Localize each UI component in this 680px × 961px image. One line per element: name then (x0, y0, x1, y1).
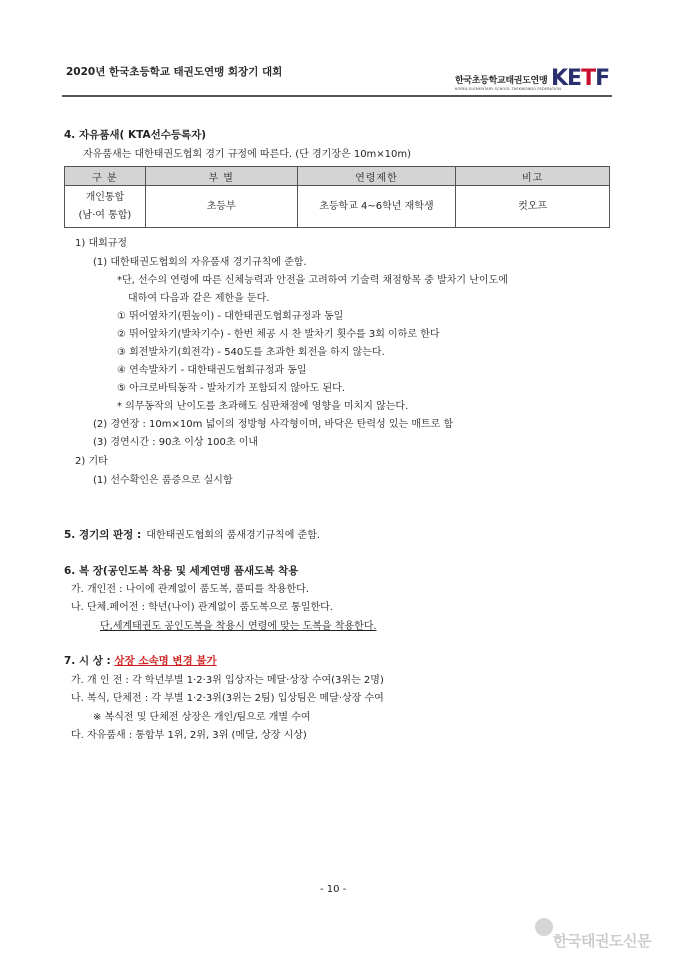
list-item: (1) 선수확인은 품증으로 실시함 (93, 475, 233, 486)
list-item: (2) 경연장 : 10m×10m 넓이의 정방형 사각형이며, 바닥은 탄력성 있는 매트로 함 (93, 419, 454, 430)
section-5-heading: 5. 경기의 판정 : (64, 529, 142, 541)
list-item: 1) 대회규정 (75, 238, 128, 249)
list-item: (3) 경연시간 : 90초 이상 100초 이내 (93, 437, 259, 448)
section-6-heading: 6. 복 장(공인도복 착용 및 세계연맹 품새도복 착용 (64, 565, 299, 577)
header-divider (62, 95, 612, 97)
list-item: ② 뛰어앞차기(발차기수) - 한번 체공 시 찬 발차기 횟수를 3회 이하로 한다 (117, 329, 440, 340)
watermark-icon (535, 918, 553, 936)
note-cell: 컷오프 (456, 186, 610, 228)
age-cell: 초등학교 4~6학년 재학생 (297, 186, 456, 228)
division-cell: 초등부 (145, 186, 297, 228)
list-item: 2) 기타 (75, 456, 108, 467)
list-item: 다. 자유품새 : 통합부 1위, 2위, 3위 (메달, 상장 시상) (71, 730, 307, 741)
list-item: ① 뛰어옆차기(뛴높이) - 대한태권도협회규정과 동일 (117, 311, 344, 322)
section-7-heading-wrap (64, 653, 217, 668)
table-header-row (65, 167, 610, 186)
table-header-cell: 연령제한 (297, 167, 456, 186)
list-item: 나. 단체.페어전 : 학년(나이) 관계없이 품도복으로 통일한다. (71, 602, 333, 613)
section-5 (64, 523, 320, 542)
ketf-logo: KETF (551, 66, 610, 91)
federation-logo-english: KOREA ELEMENTARY SCHOOL TAEKWONDO FEDERATION (455, 87, 561, 91)
federation-logo-korean: 한국초등학교태권도연맹 (455, 76, 548, 86)
section-4-intro: 자유품새는 대한태권도협회 경기 규정에 따른다. (단 경기장은 10m×10m) (83, 149, 412, 160)
list-item: 가. 개 인 전 : 각 학년부별 1·2·3위 입상자는 메달·상장 수여(3위는 2명) (71, 675, 384, 686)
list-item: 나. 복식, 단체전 : 각 부별 1·2·3위(3위는 2팀) 입상팀은 메달·상장 수여 (71, 693, 384, 704)
table-header-cell: 부 별 (145, 167, 297, 186)
table-header-cell: 구 분 (65, 167, 146, 186)
list-item: ⑤ 아크로바틱동작 - 발차기가 포함되지 않아도 된다. (117, 383, 346, 394)
list-item: * 의무동작의 난이도를 초과해도 심판채점에 영향을 미치지 않는다. (117, 401, 409, 412)
division-table (64, 166, 610, 228)
document-header-title: 2020년 한국초등학교 태권도연맹 회장기 대회 (66, 66, 283, 78)
page-number: - 10 - (320, 884, 347, 895)
list-item: ③ 회전발차기(회전각) - 540도를 초과한 회전을 하지 않는다. (117, 347, 385, 358)
section-7-warning: 상장 소속명 변경 불가 (114, 655, 217, 667)
category-cell: 개인통합 (남·여 통합) (65, 186, 146, 228)
section-5-text: 대한태권도협회의 품새경기규칙에 준함. (146, 530, 321, 541)
list-item: *단, 선수의 연령에 따른 신체능력과 안전을 고려하여 기술력 채점항목 중 발차기 난이도에 (117, 275, 508, 286)
section-7-heading: 7. 시 상 : (64, 655, 111, 667)
list-item: (1) 대한태권도협회의 자유품새 경기규칙에 준함. (93, 257, 307, 268)
uniform-note: 단,세계태권도 공인도복을 착용시 연령에 맞는 도복을 착용한다. (100, 621, 377, 632)
list-item: ※ 복식전 및 단체전 상장은 개인/팀으로 개별 수여 (93, 712, 311, 723)
section-4-heading: 4. 자유품새( KTA선수등록자) (64, 129, 207, 141)
list-item: 대하여 다음과 같은 제한을 둔다. (128, 293, 270, 304)
watermark: 한국태권도신문 (553, 932, 651, 950)
table-row (65, 186, 610, 228)
list-item: 가. 개인전 : 나이에 관계없이 품도복, 품띠를 착용한다. (71, 584, 310, 595)
table-header-cell: 비고 (456, 167, 610, 186)
list-item: ④ 연속발차기 - 대한태권도협회규정과 동일 (117, 365, 307, 376)
